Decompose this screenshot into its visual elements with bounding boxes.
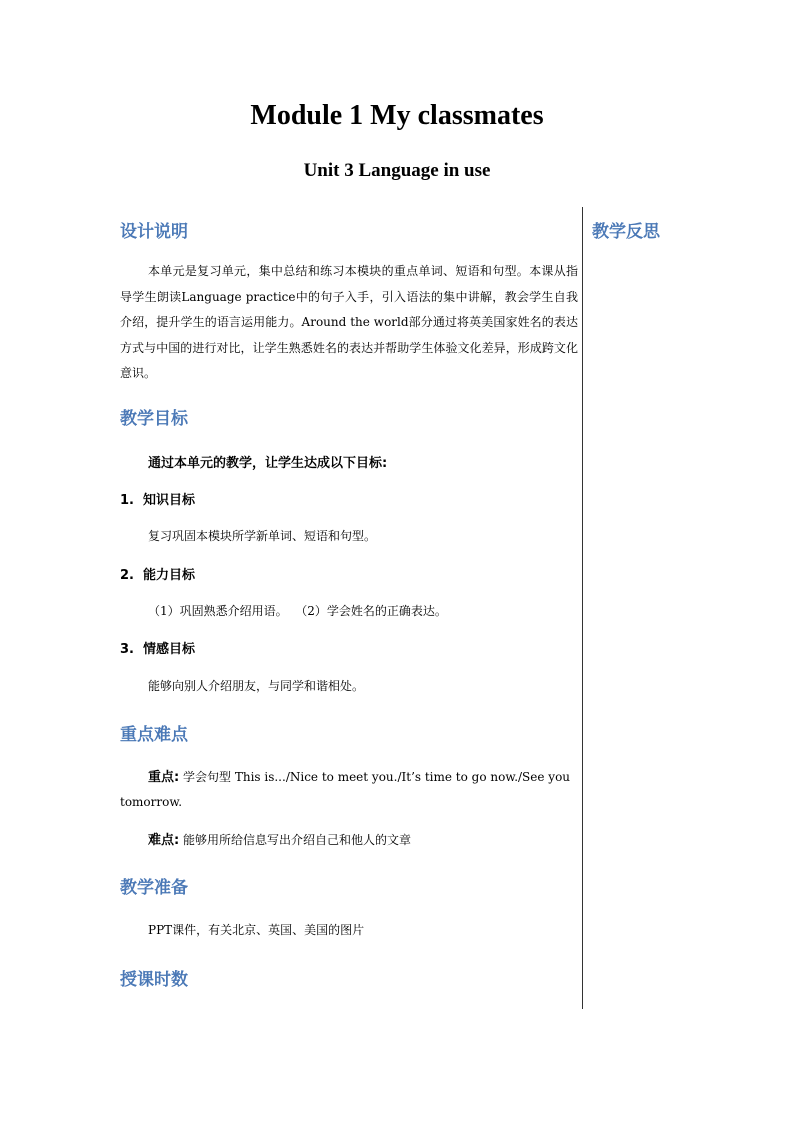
goal-1-text: 复习巩固本模块所学新单词、短语和句型。 bbox=[148, 529, 377, 543]
goal-1-title bbox=[120, 489, 195, 508]
prep-text: PPT课件，有关北京、英国、美国的图片 bbox=[148, 923, 365, 937]
design-heading: 设计说明 bbox=[120, 222, 188, 242]
goals-heading: 教学目标 bbox=[120, 409, 188, 429]
difficult-point-label: 难点: bbox=[148, 833, 180, 848]
design-text: 本单元是复习单元，集中总结和练习本模块的重点单词、短语和句型。本课从指导学生朗读Language practice中的句子入手，引入语法的集中讲解，教会学生自我介绍，提升学生的语言运用能力。Around the world部分通过将英美国家姓名的表达方式与中国的进行对比，让学生熟悉姓名的表达并帮助学生体验文化差异，形成跨文化意识。 bbox=[120, 264, 578, 380]
reflection-heading: 教学反思 bbox=[592, 222, 660, 242]
page-subtitle: Unit 3 Language in use bbox=[303, 160, 491, 181]
goal-1-label: 知识目标 bbox=[143, 493, 196, 508]
page-title: Module 1 My classmates bbox=[250, 100, 544, 131]
hours-heading: 授课时数 bbox=[120, 970, 188, 990]
goal-3-text: 能够向别人介绍朋友，与同学和谐相处。 bbox=[148, 679, 365, 693]
prep-heading: 教学准备 bbox=[120, 878, 188, 898]
goal-1-num: 1. bbox=[120, 493, 134, 508]
goal-3-num: 3. bbox=[120, 642, 134, 657]
key-point bbox=[120, 765, 578, 815]
goal-2-num: 2. bbox=[120, 568, 134, 583]
keypoints-heading: 重点难点 bbox=[120, 725, 188, 745]
goal-2-label: 能力目标 bbox=[143, 568, 196, 583]
difficult-point bbox=[148, 829, 411, 848]
goal-2-title bbox=[120, 564, 195, 583]
goal-3-label: 情感目标 bbox=[143, 642, 196, 657]
column-divider bbox=[582, 207, 583, 1009]
key-point-label: 重点: bbox=[148, 770, 180, 785]
goals-intro: 通过本单元的教学，让学生达成以下目标: bbox=[148, 456, 388, 471]
difficult-point-text: 能够用所给信息写出介绍自己和他人的文章 bbox=[179, 833, 412, 847]
goal-3-title bbox=[120, 638, 195, 657]
goal-2-text: （1）巩固熟悉介绍用语。 （2）学会姓名的正确表达。 bbox=[148, 604, 447, 618]
key-point-text: 学会句型 This is.../Nice to meet you./It’s time to go now./See you tomorrow. bbox=[120, 770, 571, 809]
